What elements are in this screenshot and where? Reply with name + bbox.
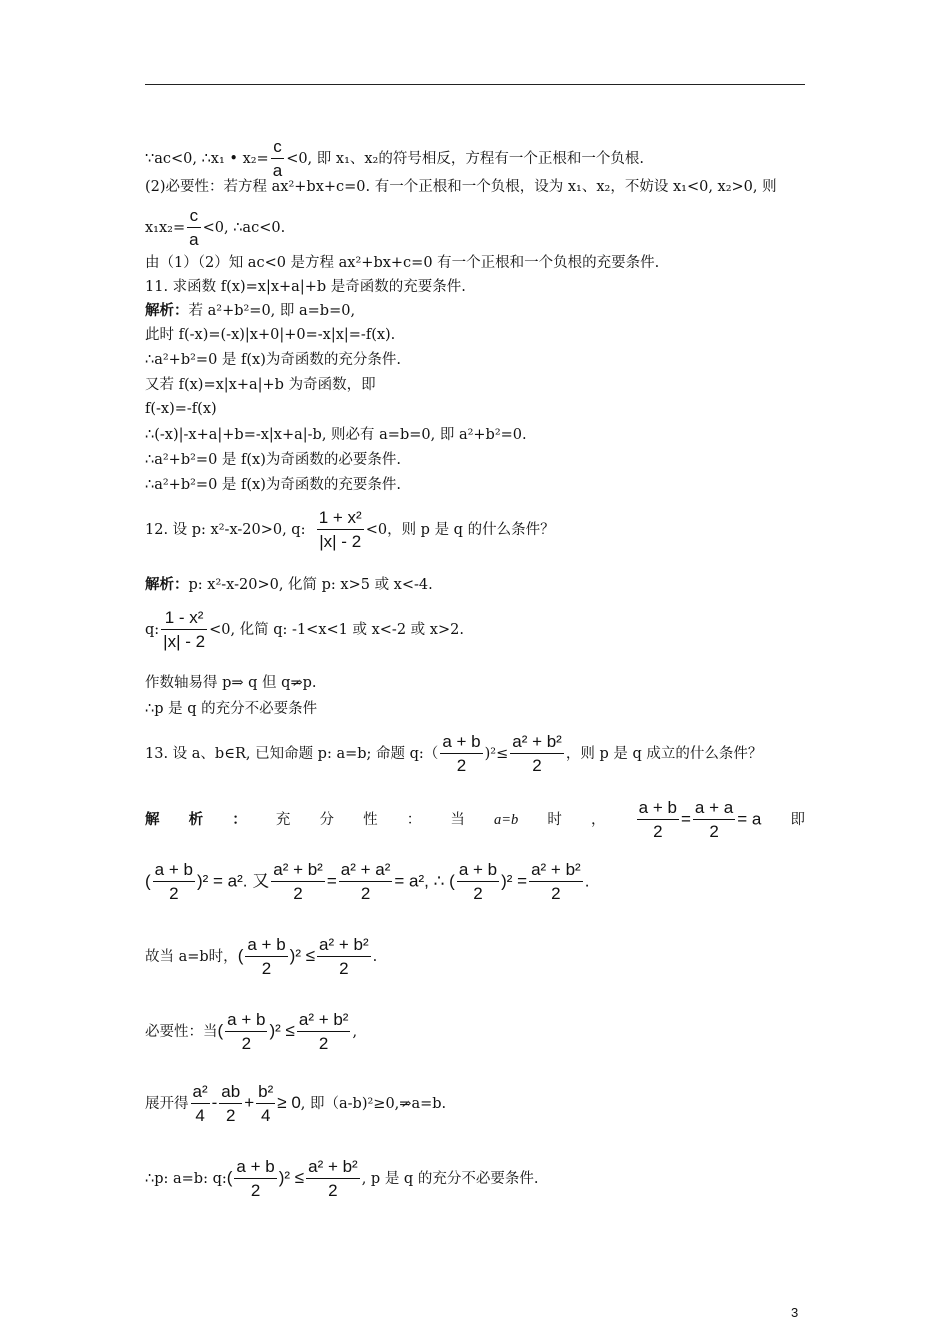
proof-line-1: ∵ac<0, ∴x₁ • x₂= $\frac{c}{a}$ <0, 即 x₁、x₂的符号相反，方程有一个正根和一个负根. — [145, 137, 644, 180]
fraction-a-plus-b-over-2: $\frac{a + b}{2}$ — [638, 798, 677, 841]
fraction: $\frac{\text{a² + b²}}{2}$ — [319, 935, 369, 978]
solution-11-line: ∴a²+b²=0 是 f(x)为奇函数的充要条件. — [145, 477, 401, 493]
fraction: $\frac{\text{a² + b²}}{2}$ — [308, 1157, 358, 1200]
fraction: $\frac{\text{a² + a²}}{2}$ — [340, 860, 391, 903]
fraction-c-over-a: $\frac{c}{a}$ — [272, 137, 283, 180]
not-implies-icon: ⇒ — [290, 675, 303, 691]
not-implies-icon: ⇒ — [399, 1096, 412, 1112]
fraction: $\frac{\text{a²}}{4}$ — [192, 1082, 208, 1125]
fraction: $\frac{\text{a² + b²}}{2}$ — [531, 860, 581, 903]
solution-12-conclusion: ∴p 是 q 的充分不必要条件 — [145, 701, 318, 717]
solution-13-final: ∴p: a=b: q:( $\frac{a + b}{2}$ )² ≤ $\frac{\text{a² + b²}}{2}$ , p 是 q 的充分不必要条件. — [145, 1157, 539, 1200]
fraction: $\frac{a + b}{2}$ — [236, 1157, 275, 1200]
solution-11-line: 此时 f(-x)=(-x)|x+0|+0=-x|x|=-f(x). — [145, 327, 396, 343]
solution-11-line: ∴a²+b²=0 是 f(x)为奇函数的必要条件. — [145, 452, 401, 468]
solution-13-equation: ( $\frac{a + b}{2}$ )² = a². 又 $\frac{\text{a² + b²}}{2}$ = $\frac{\text{a² + a²}}{2}$ = a², ∴ ( $\frac{a + b}{2}$ )² = $\frac{\text{a² + b²}}{2}$ . — [145, 860, 590, 903]
fraction-q12: $\frac{\text{1 + x²}}{|x| - 2}$ — [318, 508, 362, 551]
fraction: $\frac{a + b}{2}$ — [247, 935, 286, 978]
fraction: $\frac{a + b}{2}$ — [227, 1010, 266, 1053]
fraction: $\frac{a + b}{2}$ — [154, 860, 193, 903]
question-12: 12. 设 p: x²-x-20>0, q: $\frac{\text{1 + x²}}{|x| - 2}$ <0，则 p 是 q 的什么条件？ — [145, 508, 555, 551]
fraction-a-plus-b-over-2: $\frac{a + b}{2}$ — [442, 732, 481, 775]
fraction: $\frac{a + b}{2}$ — [458, 860, 498, 903]
solution-13-necessity: 必要性：当( $\frac{a + b}{2}$ )² ≤ $\frac{\text{a² + b²}}{2}$ , — [145, 1010, 358, 1053]
fraction: $\frac{\text{b²}}{4}$ — [258, 1082, 274, 1125]
solution-11-line: ∴(-x)|-x+a|+b=-x|x+a|-b, 则必有 a=b=0, 即 a²+b²=0. — [145, 427, 527, 443]
solution-11-line: f(-x)=-f(x) — [145, 401, 217, 417]
fraction-a2-plus-b2-over-2: $\frac{\text{a² + b²}}{2}$ — [512, 732, 562, 775]
fraction: $\frac{ab}{2}$ — [221, 1082, 241, 1125]
solution-11-start: 解析：若 a²+b²=0, 即 a=b=0, — [145, 303, 356, 319]
solution-11-line: ∴a²+b²=0 是 f(x)为奇函数的充分条件. — [145, 352, 401, 368]
solution-11-line: 又若 f(x)=x|x+a|+b 为奇函数，即 — [145, 377, 376, 393]
fraction-c-over-a: $\frac{c}{a}$ — [189, 206, 199, 249]
solution-12-q: q: $\frac{\text{1 - x²}}{|x| - 2}$ <0, 化简 q: -1<x<1 或 x<-2 或 x>2. — [145, 608, 464, 651]
solution-12-axis: 作数轴易得 p⇒ q 但 q⇒p. — [145, 675, 317, 691]
page-number: 3 — [791, 1305, 799, 1320]
conclusion-line: 由（1）（2）知 ac<0 是方程 ax²+bx+c=0 有一个正根和一个负根的充要条件. — [145, 255, 660, 271]
fraction-q-simplify: $\frac{\text{1 - x²}}{|x| - 2}$ — [163, 608, 206, 651]
necessity-line: (2)必要性：若方程 ax²+bx+c=0. 有一个正根和一个负根，设为 x₁、x₂，不妨设 x₁<0, x₂>0, 则 — [145, 179, 777, 195]
solution-12-start: 解析：p: x²-x-20>0, 化简 p: x>5 或 x<-4. — [145, 577, 433, 593]
question-13: 13. 设 a、b∈R, 已知命题 p: a=b; 命题 q:（ $\frac{a + b}{2}$ )²≤ $\frac{\text{a² + b²}}{2}$ ，则 p 是 q 成立的什么条件？ — [145, 732, 763, 775]
question-11: 11. 求函数 f(x)=x|x+a|+b 是奇函数的充要条件. — [145, 279, 466, 295]
fraction-a-plus-a-over-2: $\frac{a + a}{2}$ — [694, 798, 734, 841]
product-line: x₁x₂= $\frac{c}{a}$ <0, ∴ac<0. — [145, 206, 286, 249]
header-rule — [145, 84, 805, 85]
solution-13-so-when: 故当 a=b时，( $\frac{a + b}{2}$ )² ≤ $\frac{\text{a² + b²}}{2}$ . — [145, 935, 378, 978]
solution-13-sufficiency: 解 析 ： 充 分 性 ： 当 a=b 时 ， $\frac{a + b}{2}$ = $\frac{a + a}{2}$ = a 即 — [145, 798, 805, 841]
fraction: $\frac{\text{a² + b²}}{2}$ — [298, 1010, 349, 1053]
fraction: $\frac{\text{a² + b²}}{2}$ — [273, 860, 323, 903]
solution-13-expand: 展开得 $\frac{\text{a²}}{4}$ - $\frac{ab}{2}$ + $\frac{\text{b²}}{4}$ ≥ 0, 即（a-b)²≥0,⇒a=b. — [145, 1082, 447, 1125]
